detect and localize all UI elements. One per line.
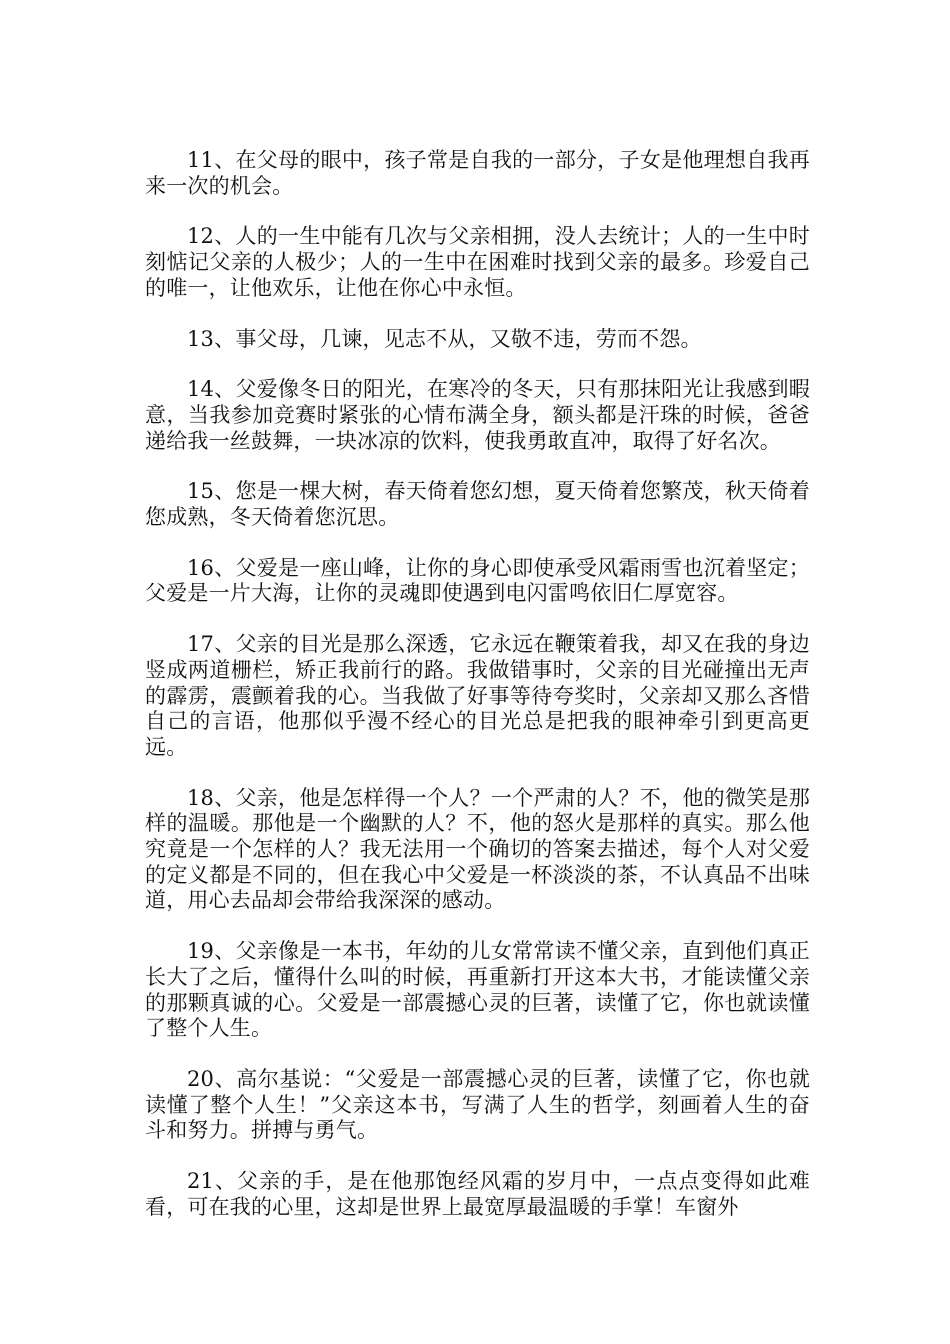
paragraph-20: 20、高尔基说：“父爱是一部震撼心灵的巨著，读懂了它，你也就读懂了整个人生！”父亲这本书，写满了人生的哲学，刻画着人生的奋斗和努力。拼搏与勇气。 [145, 1066, 810, 1143]
paragraph-15: 15、您是一棵大树，春天倚着您幻想，夏天倚着您繁茂，秋天倚着您成熟，冬天倚着您沉思。 [145, 479, 810, 530]
paragraph-13: 13、事父母，几谏，见志不从，又敬不违，劳而不怨。 [187, 326, 702, 351]
paragraph-16: 16、父爱是一座山峰，让你的身心即使承受风霜雨雪也沉着坚定；父爱是一片大海，让你的灵魂即使遇到电闪雷鸣依旧仁厚宽容。 [145, 555, 810, 606]
paragraph-17: 17、父亲的目光是那么深透，它永远在鞭策着我，却又在我的身边竖成两道栅栏，矫正我前行的路。我做错事时，父亲的目光碰撞出无声的霹雳，震颤着我的心。当我做了好事等待夸奖时，父亲却又那么吝惜自己的言语，他那似乎漫不经心的目光总是把我的眼神牵引到更高更远。 [145, 632, 810, 759]
document-body [145, 148, 810, 1221]
paragraph-18: 18、父亲，他是怎样得一个人？一个严肃的人？不，他的微笑是那样的温暖。那他是一个幽默的人？不，他的怒火是那样的真实。那么他究竟是一个怎样的人？我无法用一个确切的答案去描述，每个人对父爱的定义都是不同的，但在我心中父爱是一杯淡淡的茶，不认真品不出味道，用心去品却会带给我深深的感动。 [145, 785, 810, 913]
paragraph-21: 21、父亲的手，是在他那饱经风霜的岁月中，一点点变得如此难看，可在我的心里，这却是世界上最宽厚最温暖的手掌！车窗外 [145, 1169, 810, 1219]
paragraph-11: 11、在父母的眼中，孩子常是自我的一部分，子女是他理想自我再来一次的机会。 [145, 148, 810, 198]
paragraph-19: 19、父亲像是一本书，年幼的儿女常常读不懂父亲，直到他们真正长大了之后，懂得什么叫的时候，再重新打开这本大书，才能读懂父亲的那颗真诚的心。父爱是一部震撼心灵的巨著，读懂了它，你也就读懂了整个人生。 [145, 939, 810, 1041]
paragraph-12: 12、人的一生中能有几次与父亲相拥，没人去统计；人的一生中时刻惦记父亲的人极少；人的一生中在困难时找到父亲的最多。珍爱自己的唯一，让他欢乐，让他在你心中永恒。 [145, 224, 810, 300]
paragraph-14: 14、父爱像冬日的阳光，在寒冷的冬天，只有那抹阳光让我感到暇意，当我参加竞赛时紧张的心情布满全身，额头都是汗珠的时候，爸爸递给我一丝鼓舞，一块冰凉的饮料，使我勇敢直冲，取得了好名次。 [145, 377, 810, 453]
